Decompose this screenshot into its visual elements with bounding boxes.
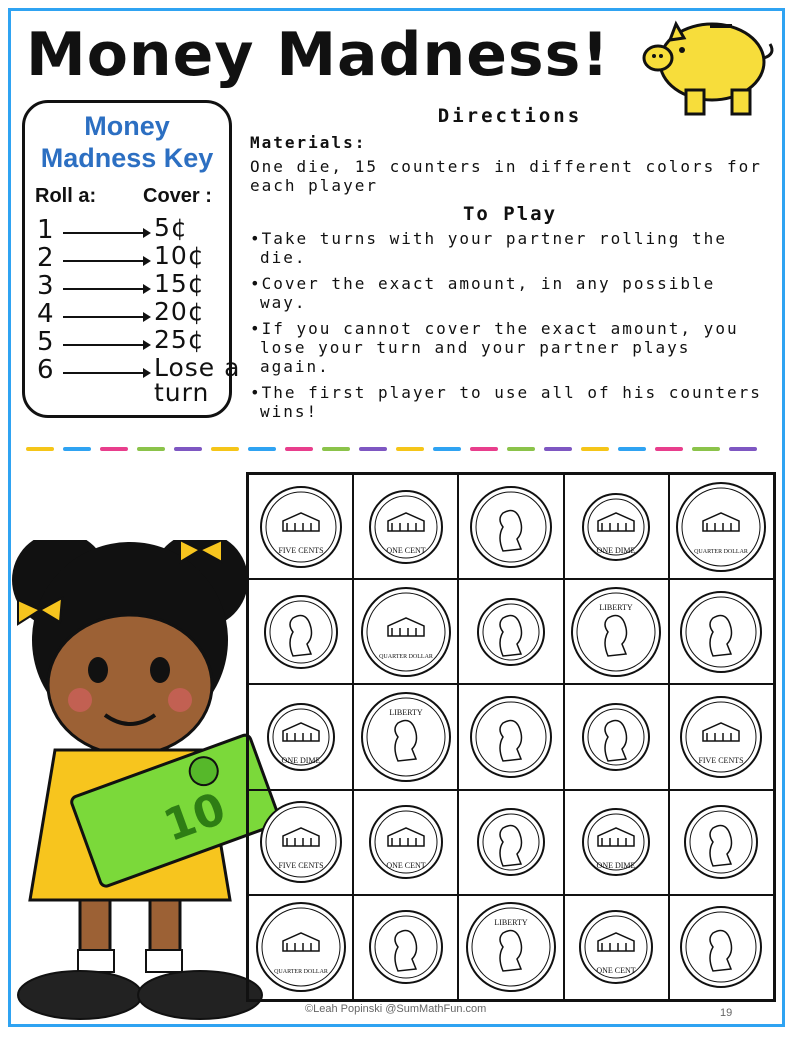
dime-coin-icon	[568, 479, 664, 575]
nickel-jefferson-coin-icon	[673, 899, 769, 995]
cover-header: Cover :	[143, 185, 212, 207]
dime-roosevelt-coin-icon	[568, 689, 664, 785]
roll-value: 4	[37, 299, 54, 329]
quarter-coin-icon	[358, 584, 454, 680]
coin-label: QUARTER DOLLAR	[378, 653, 433, 660]
coin-cell[interactable]	[458, 684, 563, 789]
nickel-jefferson-coin-icon	[463, 479, 559, 575]
penny-coin-icon	[358, 794, 454, 890]
coin-cell[interactable]	[248, 579, 353, 684]
coin-cell[interactable]	[353, 474, 458, 579]
coin-cell[interactable]	[669, 895, 774, 1000]
cover-value: 5¢	[154, 213, 188, 242]
roll-value: 5	[37, 327, 54, 357]
roll-value: 2	[37, 243, 54, 273]
key-row	[37, 353, 241, 411]
step-text: •Take turns with your partner rolling the die.	[250, 229, 727, 267]
divider-dash	[63, 447, 91, 451]
nickel-jefferson-coin-icon	[463, 689, 559, 785]
cover-value: 10¢	[154, 241, 205, 270]
coin-cell[interactable]	[458, 474, 563, 579]
directions-section	[250, 105, 770, 428]
roll-value: 1	[37, 215, 54, 245]
divider-dash	[248, 447, 276, 451]
divider-dash	[581, 447, 609, 451]
coin-label: LIBERTY	[599, 602, 633, 612]
coin-cell[interactable]	[669, 579, 774, 684]
materials-text: One die, 15 counters in different colors for each player	[250, 157, 762, 195]
key-row	[37, 297, 237, 331]
divider-dash	[729, 447, 757, 451]
divider-dash	[433, 447, 461, 451]
nickel-coin-icon	[253, 479, 349, 575]
nickel-coin-icon	[673, 689, 769, 785]
arrow-icon	[63, 316, 149, 318]
arrow-icon	[63, 372, 149, 374]
coin-label: FIVE CENTS	[278, 545, 324, 555]
divider-dash	[470, 447, 498, 451]
coin-label: FIVE CENTS	[698, 755, 744, 765]
divider-dash	[544, 447, 572, 451]
arrow-icon	[63, 344, 149, 346]
key-title-line2: Madness Key	[40, 143, 214, 173]
divider-dash	[26, 447, 54, 451]
penny-lincoln-coin-icon	[253, 584, 349, 680]
step-text: •Cover the exact amount, in any possible way.	[250, 274, 716, 312]
divider-dash	[211, 447, 239, 451]
money-madness-key	[22, 100, 241, 418]
quarter-liberty-coin-icon	[463, 899, 559, 995]
coin-grid	[246, 472, 776, 1002]
key-row	[37, 213, 237, 247]
coin-label: QUARTER DOLLAR	[273, 969, 328, 976]
penny-lincoln-coin-icon	[673, 794, 769, 890]
coin-label: ONE DIME	[596, 545, 636, 555]
coin-label: ONE DIME	[281, 755, 321, 765]
step-text: •The first player to use all of his counters wins!	[250, 383, 762, 421]
divider-dash	[100, 447, 128, 451]
coin-cell[interactable]	[564, 684, 669, 789]
arrow-icon	[63, 232, 149, 234]
penny-coin-icon	[358, 479, 454, 575]
coin-cell[interactable]	[353, 579, 458, 684]
coin-cell[interactable]	[458, 790, 563, 895]
to-play-title: To Play	[462, 203, 558, 225]
nickel-coin-icon	[253, 794, 349, 890]
dime-coin-icon	[253, 689, 349, 785]
coin-cell[interactable]	[248, 790, 353, 895]
divider-dash	[618, 447, 646, 451]
coin-cell[interactable]	[353, 895, 458, 1000]
divider-dash	[322, 447, 350, 451]
coin-cell[interactable]	[248, 474, 353, 579]
coin-cell[interactable]	[669, 790, 774, 895]
coin-cell[interactable]	[564, 579, 669, 684]
step-text: •If you cannot cover the exact amount, you lose your turn and your partner plays again.	[250, 319, 739, 376]
divider-dash	[285, 447, 313, 451]
roll-value: 6	[37, 355, 54, 385]
key-row	[37, 241, 237, 275]
quarter-coin-icon	[253, 899, 349, 995]
bill-value: 10	[157, 783, 233, 852]
coin-cell[interactable]	[458, 895, 563, 1000]
arrow-icon	[63, 260, 149, 262]
coin-cell[interactable]	[353, 684, 458, 789]
coin-label: ONE CENT	[386, 545, 426, 555]
materials-label: Materials:	[250, 133, 367, 152]
coin-cell[interactable]	[564, 474, 669, 579]
coin-cell[interactable]	[248, 684, 353, 789]
quarter-liberty-coin-icon	[568, 584, 664, 680]
page-number: 19	[720, 1007, 733, 1019]
page-title: Money Madness!	[26, 20, 610, 90]
coin-cell[interactable]	[669, 474, 774, 579]
dime-roosevelt-coin-icon	[463, 794, 559, 890]
divider-dash	[359, 447, 387, 451]
cover-value: Lose a turn	[154, 353, 241, 407]
roll-header: Roll a:	[35, 185, 97, 207]
divider-dash	[507, 447, 535, 451]
dashed-divider	[26, 447, 776, 453]
coin-label: ONE DIME	[596, 861, 636, 871]
cover-value: 25¢	[154, 325, 205, 354]
coin-label: ONE CENT	[386, 861, 426, 871]
directions-title: Directions	[437, 105, 583, 127]
penny-coin-icon	[568, 899, 664, 995]
copyright-footer: ©Leah Popinski @SumMathFun.com	[305, 1003, 487, 1015]
nickel-jefferson-coin-icon	[673, 584, 769, 680]
coin-label: ONE CENT	[596, 966, 636, 976]
arrow-icon	[63, 288, 149, 290]
coin-cell[interactable]	[669, 684, 774, 789]
quarter-coin-icon	[673, 479, 769, 575]
divider-dash	[137, 447, 165, 451]
divider-dash	[396, 447, 424, 451]
cover-value: 20¢	[154, 297, 205, 326]
coin-cell[interactable]	[353, 790, 458, 895]
dime-coin-icon	[568, 794, 664, 890]
coin-cell[interactable]	[248, 895, 353, 1000]
quarter-liberty-coin-icon	[358, 689, 454, 785]
coin-label: FIVE CENTS	[278, 861, 324, 871]
dime-roosevelt-coin-icon	[463, 584, 559, 680]
penny-lincoln-coin-icon	[358, 899, 454, 995]
cover-value: 15¢	[154, 269, 205, 298]
roll-value: 3	[37, 271, 54, 301]
key-title-line1: Money	[84, 111, 170, 141]
divider-dash	[655, 447, 683, 451]
key-row	[37, 269, 237, 303]
divider-dash	[692, 447, 720, 451]
coin-label: QUARTER DOLLAR	[694, 548, 749, 555]
coin-cell[interactable]	[458, 579, 563, 684]
divider-dash	[174, 447, 202, 451]
coin-label: LIBERTY	[494, 918, 528, 928]
coin-label: LIBERTY	[389, 707, 423, 717]
coin-cell[interactable]	[564, 895, 669, 1000]
coin-cell[interactable]	[564, 790, 669, 895]
